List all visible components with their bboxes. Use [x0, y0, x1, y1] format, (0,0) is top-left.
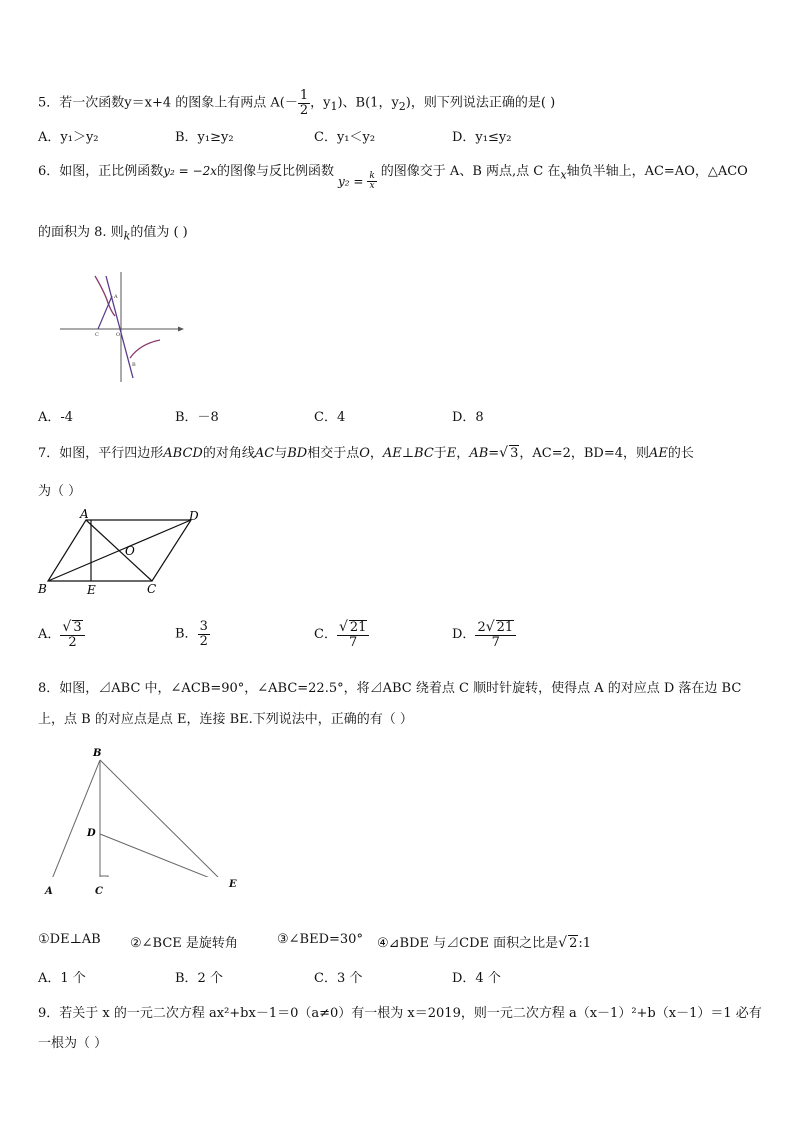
q8-option-a[interactable]: A．1 个: [38, 971, 86, 986]
label-b: B: [93, 748, 102, 759]
q6-inverse-function: y₂ = $\frac{k}{x}$: [338, 170, 375, 191]
label-e: E: [87, 583, 96, 597]
q8-stem-line2: 上，点 B 的对应点是点 E，连接 BE.下列说法中，正确的有（ ）: [38, 712, 413, 727]
q8-label-c: C: [95, 886, 103, 897]
q5-stem: 5．若一次函数y＝x+4 的图象上有两点 A(－ $\frac{1}{2}$ ，$y_1$)、B(1，$y_2$)，则下列说法正确的是( ): [38, 88, 556, 118]
q7-option-c[interactable]: C． $\frac{√ 21}{7}$: [314, 620, 369, 649]
point-c-label: C: [95, 332, 99, 338]
q8-option-d[interactable]: D．4 个: [452, 971, 501, 986]
q7-stem-line1: 7．如图，平行四边形ABCD的对角线AC与BD相交于点O，AE⊥BC于E，AB=√ 3，AC=2，BD=4，则AE的长: [38, 445, 694, 461]
q7-option-b[interactable]: B． $\frac{3}{2}$: [175, 619, 208, 649]
point-o-label: O: [116, 332, 121, 338]
q5-option-c[interactable]: C．y₁＜y₂: [314, 130, 376, 145]
q8-statement-4: ④⊿BDE 与⊿CDE 面积之比是√ 2:1: [377, 935, 591, 951]
q5-option-b[interactable]: B．y₁≥y₂: [175, 130, 234, 145]
q5-option-a[interactable]: A．y₁＞y₂: [38, 130, 99, 145]
sqrt-icon: √: [62, 619, 72, 635]
q8-statement-1: ①DE⊥AB: [38, 932, 101, 947]
x-axis-arrow-icon: [178, 327, 184, 332]
label-d: D: [189, 509, 199, 523]
q6-option-b[interactable]: B．－8: [175, 410, 219, 425]
q8-option-b[interactable]: B．2 个: [175, 971, 223, 986]
label-d: D: [87, 828, 96, 839]
point-b-label: B: [132, 362, 136, 368]
label-a: A: [80, 508, 89, 521]
sqrt-icon: √: [338, 619, 348, 635]
q6-stem-line1: 6．如图，正比例函数y₂ = −2x的图像与反比例函数y₂ = $\frac{k}{x}$ 的图像交于 A、B 两点,点 C 在$_x$轴负半轴上，AC=AO，△ACO: [38, 164, 748, 191]
line-y-neg2x: [106, 276, 133, 378]
q8-stem-line1: 8．如图，⊿ABC 中，∠ACB=90°，∠ABC=22.5°，将⊿ABC 绕着点 C 顺时针旋转，使得点 A 的对应点 D 落在边 BC: [38, 681, 742, 696]
side-de: [100, 834, 225, 877]
q5-option-d[interactable]: D．y₁≤y₂: [452, 130, 512, 145]
q7-option-d[interactable]: D． $\frac{2√ 21}{7}$: [452, 620, 516, 649]
sqrt-icon: √: [485, 619, 495, 635]
q8-label-a: A: [45, 886, 53, 897]
sqrt-icon: √: [499, 445, 509, 461]
right-angle-mark-icon: [100, 876, 108, 877]
q6-stem-line2: 的面积为 8. 则$_k$的值为 ( ): [38, 225, 188, 243]
label-c: C: [147, 582, 157, 596]
sqrt-icon: √: [558, 935, 568, 951]
q9-stem-line1: 9．若关于 x 的一元二次方程 ax²+bx－1＝0（a≠0）有一根为 x＝2019，则一元二次方程 a（x－1）²+b（x－1）＝1 必有: [38, 1006, 762, 1021]
q6-option-a[interactable]: A．-4: [38, 410, 74, 425]
q5-text-a: 5．若一次函数y＝x+4 的图象上有两点 A(－: [38, 95, 298, 111]
q6-option-d[interactable]: D．8: [452, 410, 484, 425]
q8-triangle-figure: [38, 742, 248, 877]
q8-statement-3: ③∠BED=30°: [277, 932, 363, 947]
q6-graph: [60, 268, 190, 384]
label-b: B: [38, 582, 47, 596]
side-ab: [50, 760, 100, 877]
segment-ac: [98, 296, 112, 329]
q9-stem-line2: 一根为（ ）: [38, 1036, 108, 1051]
q7-option-a[interactable]: A． $\frac{√ 3}{2}$: [38, 620, 85, 649]
q5-fraction: $\frac{1}{2}$: [299, 88, 309, 118]
point-a-label: A: [114, 294, 118, 300]
label-o: O: [125, 544, 135, 558]
hyperbola-branch-lower: [130, 340, 160, 358]
q6-option-c[interactable]: C．4: [314, 410, 346, 425]
q7-parallelogram-figure: [36, 508, 216, 598]
q8-statement-2: ②∠BCE 是旋转角: [130, 936, 238, 951]
q8-label-e: E: [229, 879, 237, 890]
q7-stem-line2: 为（ ）: [38, 484, 82, 499]
q8-option-c[interactable]: C．3 个: [314, 971, 363, 986]
diagonal-bd: [48, 520, 191, 581]
q6-linear-function: y₂ = −2x: [163, 164, 218, 178]
